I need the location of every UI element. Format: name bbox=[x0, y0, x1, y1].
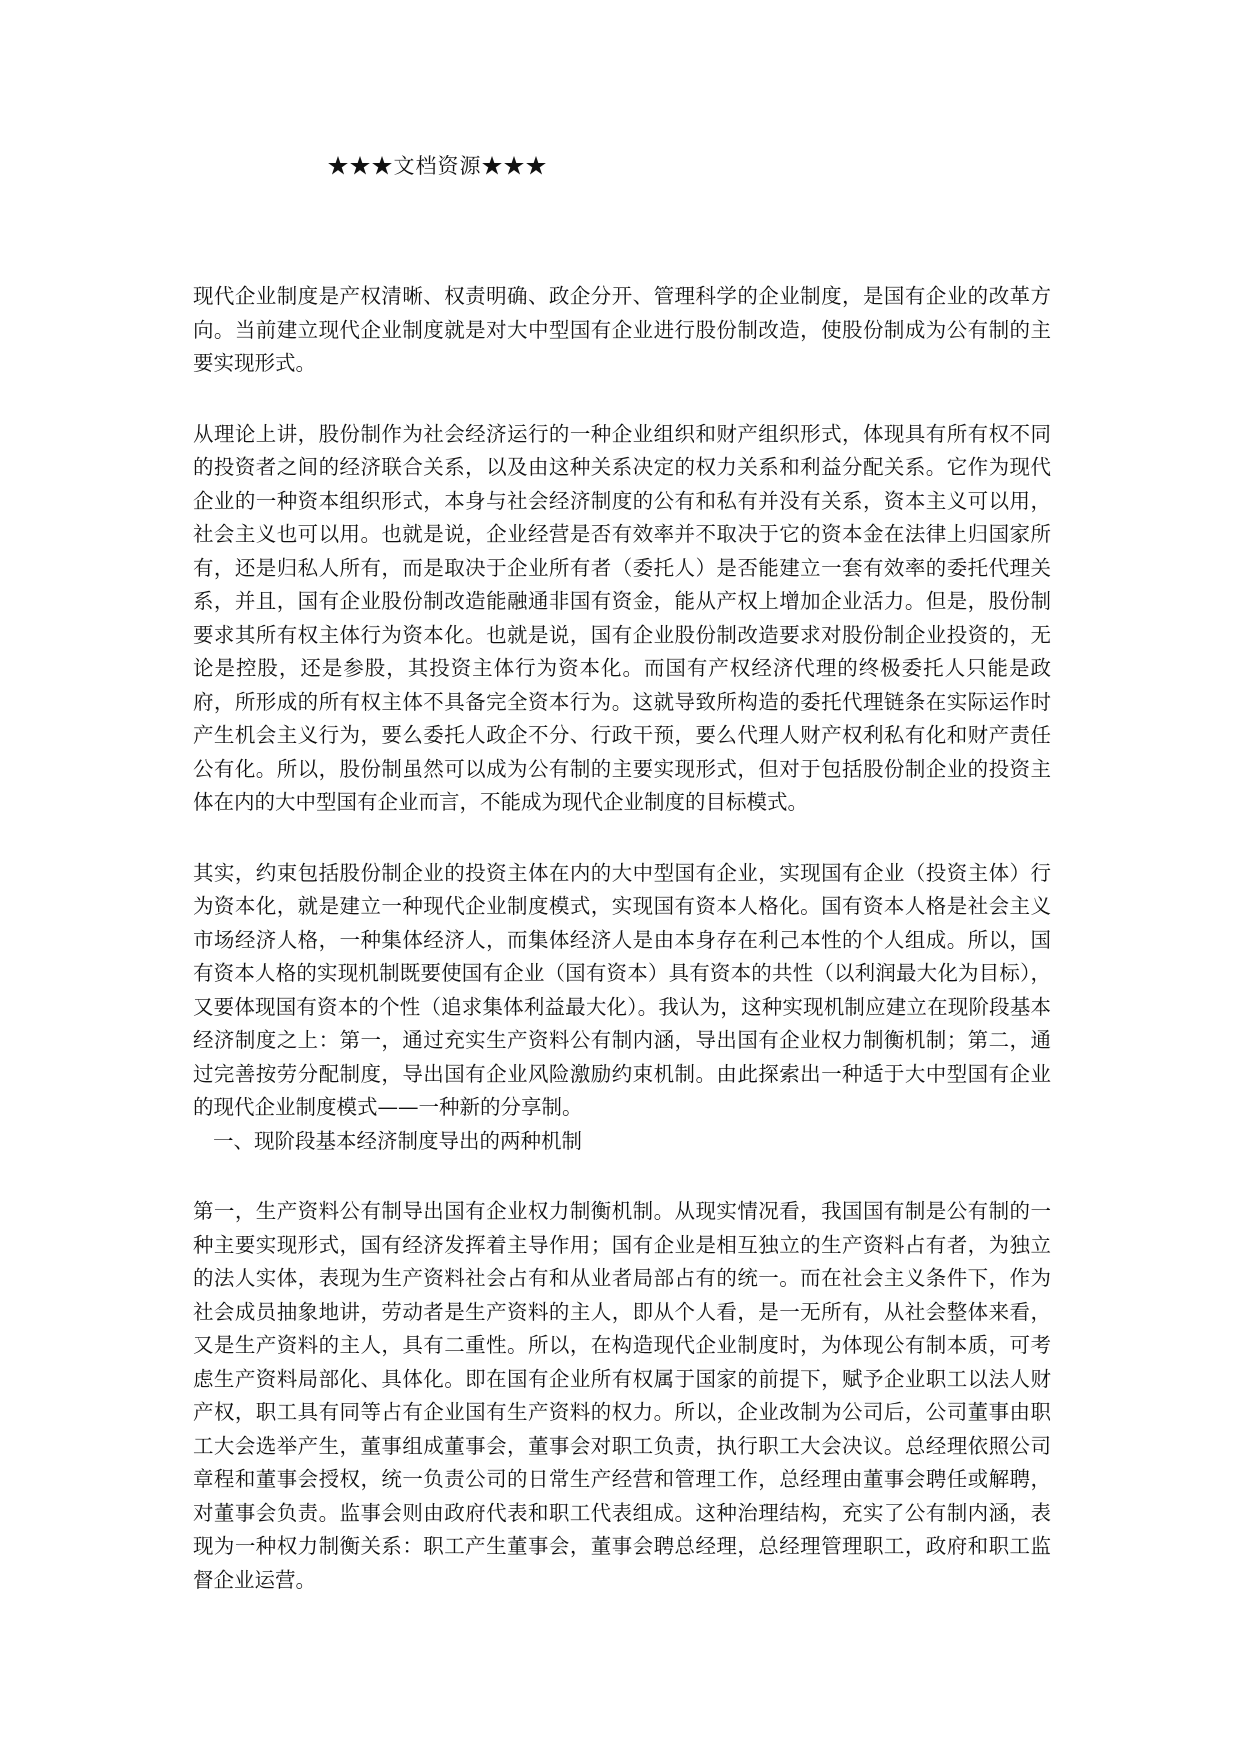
paragraph-mechanism: 第一，生产资料公有制导出国有企业权力制衡机制。从现实情况看，我国国有制是公有制的一种主要实现形式，国有经济发挥着主导作用；国有企业是相互独立的生产资料占有者，为独立的法人实体，表现为生产资料社会占有和从业者局部占有的统一。而在社会主义条件下，作为社会成员抽象地讲，劳动者是生产资料的主人，即从个人看，是一无所有，从社会整体来看，又是生产资料的主人，具有二重性。所以，在构造现代企业制度时，为体现公有制本质，可考虑生产资料局部化、具体化。即在国有企业所有权属于国家的前提下，赋予企业职工以法人财产权，职工具有同等占有企业国有生产资料的权力。所以，企业改制为公司后，公司董事由职工大会选举产生，董事组成董事会，董事会对职工负责，执行职工大会决议。总经理依照公司章程和董事会授权，统一负责公司的日常生产经营和管理工作，总经理由董事会聘任或解聘，对董事会负责。监事会则由政府代表和职工代表组成。这种治理结构，充实了公有制内涵，表现为一种权力制衡关系：职工产生董事会，董事会聘总经理，总经理管理职工，政府和职工监督企业运营。 bbox=[193, 1199, 1051, 1592]
paragraph-model: 其实，约束包括股份制企业的投资主体在内的大中型国有企业，实现国有企业（投资主体）行为资本化，就是建立一种现代企业制度模式，实现国有资本人格化。国有资本人格是社会主义市场经济人格，一种集体经济人，而集体经济人是由本身存在利己本性的个人组成。所以，国有资本人格的实现机制既要使国有企业（国有资本）具有资本的共性（以利润最大化为目标），又要体现国有资本的个性（追求集体利益最大化）。我认为，这种实现机制应建立在现阶段基本经济制度之上：第一，通过充实生产资料公有制内涵，导出国有企业权力制衡机制；第二，通过完善按劳分配制度，导出国有企业风险激励约束机制。由此探索出一种适于大中型国有企业的现代企业制度模式——一种新的分享制。 bbox=[193, 860, 1051, 1119]
section-heading: 一、现阶段基本经济制度导出的两种机制 bbox=[213, 1128, 582, 1153]
document-header: ★★★文档资源★★★ bbox=[327, 154, 548, 178]
document-body bbox=[193, 280, 1051, 1634]
paragraph-intro: 现代企业制度是产权清晰、权责明确、政企分开、管理科学的企业制度，是国有企业的改革方向。当前建立现代企业制度就是对大中型国有企业进行股份制改造，使股份制成为公有制的主要实现形式。 bbox=[193, 284, 1051, 375]
paragraph-theory: 从理论上讲，股份制作为社会经济运行的一种企业组织和财产组织形式，体现具有所有权不同的投资者之间的经济联合关系，以及由这种关系决定的权力关系和利益分配关系。它作为现代企业的一种资本组织形式，本身与社会经济制度的公有和私有并没有关系，资本主义可以用，社会主义也可以用。也就是说，企业经营是否有效率并不取决于它的资本金在法律上归国家所有，还是归私人所有，而是取决于企业所有者（委托人）是否能建立一套有效率的委托代理关系，并且，国有企业股份制改造能融通非国有资金，能从产权上增加企业活力。但是，股份制要求其所有权主体行为资本化。也就是说，国有企业股份制改造要求对股份制企业投资的，无论是控股，还是参股，其投资主体行为资本化。而国有产权经济代理的终极委托人只能是政府，所形成的所有权主体不具备完全资本行为。这就导致所构造的委托代理链条在实际运作时产生机会主义行为，要么委托人政企不分、行政干预，要么代理人财产权利私有化和财产责任公有化。所以，股份制虽然可以成为公有制的主要实现形式，但对于包括股份制企业的投资主体在内的大中型国有企业而言，不能成为现代企业制度的目标模式。 bbox=[193, 421, 1051, 814]
